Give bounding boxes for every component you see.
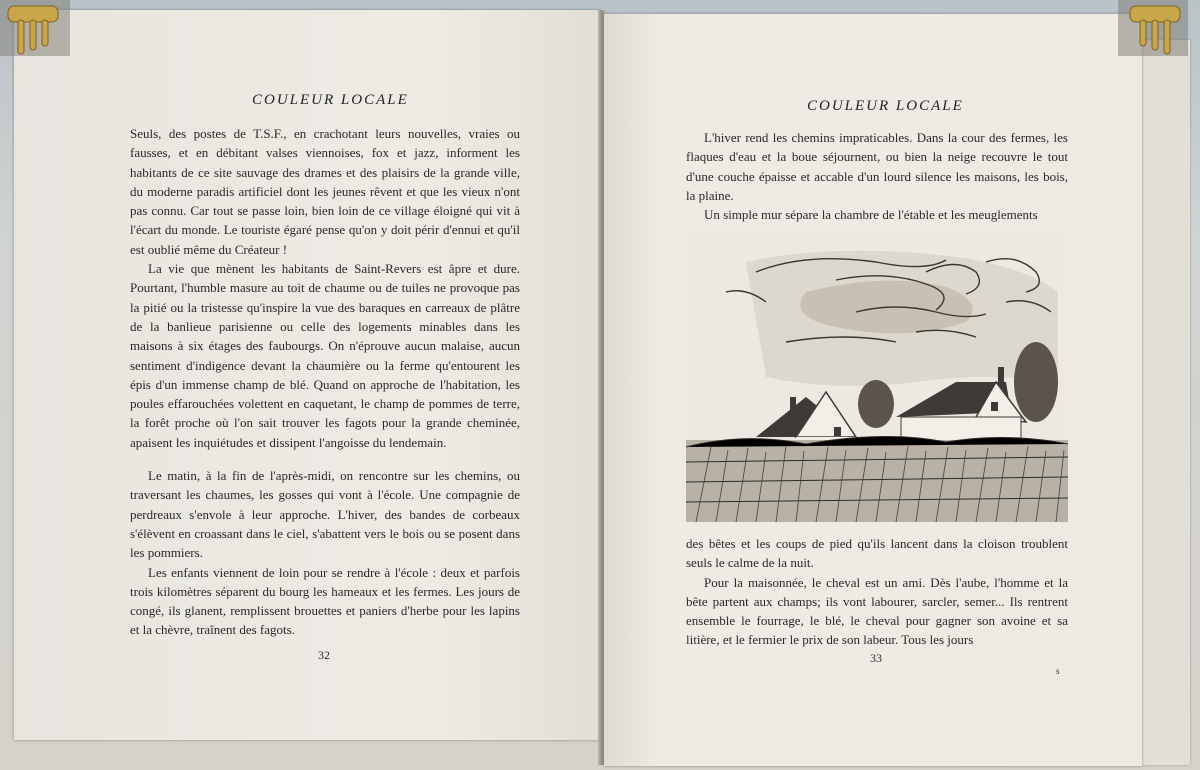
- left-paragraph-2: La vie que mènent les habitants de Saint-Revers est âpre et dure. Pourtant, l'humble masure au toit de chaume ou de tuiles ne provoque pas la pitié ou la tristesse qu'inspire la vue des baraques en carreaux de plâtre de la banlieue parisienne ou celle des logements minables dans les maisons à six étages des faubourgs. On n'éprouve aucun malaise, aucun sentiment d'indigence devant la chaumière ou la ferme qu'entourent les épis d'un immense champ de blé. Quand on approche de l'habitation, les poules effarouchées volettent en caquetant, le champ de pommes de terre, la forêt proche où l'on sait trouver les fagots pour la grande cheminée, apaisent les inquiétudes et dissipent l'angoisse du lendemain.: [130, 261, 520, 450]
- right-running-head: COULEUR LOCALE: [807, 98, 964, 114]
- right-paragraph-2: Un simple mur sépare la chambre de l'étable et les meuglements: [704, 207, 1038, 223]
- right-paragraph-3: des bêtes et les coups de pied qu'ils lancent dans la cloison troublent seuls le calme de la nuit.: [686, 536, 1068, 571]
- right-corner-mark: s: [1056, 666, 1060, 676]
- right-paragraph-4: Pour la maisonnée, le cheval est un ami. Dès l'aube, l'homme et la bête partent aux champs; ils vont labourer, sarcler, semer... Ils rentrent ensemble le fourrage, le blé, le cheval pour gagner son avoine et sa litière, et le fermier le prix de son labeur. Tous les jours: [686, 574, 1068, 648]
- right-page-number: 33: [870, 651, 882, 665]
- left-paragraph-4: Les enfants viennent de loin pour se rendre à l'école : deux et parfois trois kilomètres séparent du bourg les hameaux et les fermes. Les jours de congé, ils glanent, remplissent brouettes et paniers d'herbe pour les lapins et la chèvre, traînent des fagots.: [130, 564, 520, 638]
- right-text-bottom: [686, 534, 1068, 650]
- farmhouse-illustration: [686, 232, 1068, 522]
- left-running-head: COULEUR LOCALE: [252, 92, 409, 108]
- left-page-number: 32: [318, 648, 330, 662]
- left-text-block: [130, 124, 520, 640]
- under-sheet: [1140, 40, 1190, 765]
- right-text-top: [686, 128, 1068, 224]
- left-paragraph-1: Seuls, des postes de T.S.F., en crachotant leurs nouvelles, vraies ou fausses, et en débitant valses viennoises, fox et jazz, informent les habitants de ce site sauvage des drames et des plaisirs de la grande ville, du moderne paradis artificiel dont les jeunes rêvent et que les vieux n'ont pas connu. Car tout se passe loin, bien loin de ce village éloigné qui vit à l'écart du monde. Le touriste égaré pense qu'on y doit périr d'ennui et qu'il est oublié même du Créateur !: [130, 126, 520, 257]
- left-paragraph-3: Le matin, à la fin de l'après-midi, on rencontre sur les chemins, ou traversant les chaumes, les gosses qui vont à l'école. Une compagnie de perdreaux s'envole à leur approche. L'hiver, des bandes de corbeaux s'élèvent en croassant dans le ciel, s'abattent vers le bois ou se posent dans les pommiers.: [130, 468, 520, 561]
- right-page: [604, 14, 1142, 766]
- right-paragraph-1: L'hiver rend les chemins impraticables. Dans la cour des fermes, les flaques d'eau et la boue séjournent, ou bien la neige recouvre le tout d'une couche épaisse et accable d'un lourd silence les maisons, les bois, la plaine.: [686, 130, 1068, 203]
- left-page: [14, 10, 600, 740]
- right-page-clip-icon: [1118, 0, 1188, 56]
- left-page-clip-icon: [0, 0, 70, 56]
